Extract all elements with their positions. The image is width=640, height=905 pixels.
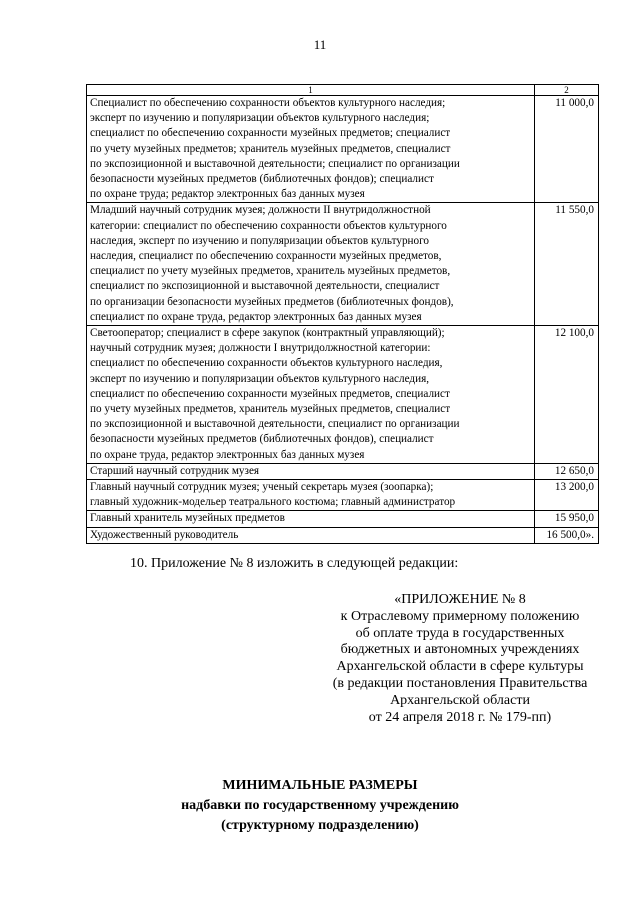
position-cell: Специалист по обеспечению сохранности объектов культурного наследия; эксперт по изучению и популяризации объектов культурного наследия; специалист по обеспечению сохранности музейных предметов; специалист по учету музейных предметов; хранитель музейных предметов, специалист по экспозиционной и выставочной деятельности; специалист по организации безопасности музейных предметов (библиотечных фондов); специалист по охране труда; редактор электронных баз данных музея xyxy=(87,96,535,203)
heading-subtitle: надбавки по государственному учреждению xyxy=(181,798,459,813)
amount-cell: 16 500,0». xyxy=(535,527,599,543)
amount-cell: 11 000,0 xyxy=(535,96,599,203)
table-row xyxy=(87,203,599,326)
item-10-text: 10. Приложение № 8 изложить в следующей редакции: xyxy=(130,556,459,571)
page-number: 11 xyxy=(313,37,327,52)
position-cell: Художественный руководитель xyxy=(87,527,535,543)
section-heading xyxy=(0,776,640,836)
appendix-line: об оплате труда в государственных xyxy=(355,625,565,641)
heading-subtitle-2: (структурному подразделению) xyxy=(221,818,419,833)
appendix-line: Архангельской области xyxy=(390,692,530,708)
salary-table xyxy=(86,84,599,544)
appendix-line: от 24 апреля 2018 г. № 179-пп) xyxy=(368,709,552,725)
position-cell: Главный хранитель музейных предметов xyxy=(87,511,535,527)
table-row xyxy=(87,511,599,527)
table-row xyxy=(87,326,599,464)
appendix-line: бюджетных и автономных учреждениях xyxy=(340,642,580,658)
position-cell: Главный научный сотрудник музея; ученый секретарь музея (зоопарка); главный художник-модельер театрального костюма; главный администратор xyxy=(87,480,535,511)
column-header-2: 2 xyxy=(535,85,599,96)
amount-cell: 12 650,0 xyxy=(535,463,599,479)
amount-cell: 15 950,0 xyxy=(535,511,599,527)
table-row xyxy=(87,96,599,203)
appendix-header xyxy=(300,592,620,726)
position-cell: Светооператор; специалист в сфере закупок (контрактный управляющий); научный сотрудник музея; должности I внутридолжностной категории: специалист по обеспечению сохранности объектов культурного наследия, эксперт по изучению и популяризации объектов культурного наследия, специалист по обеспечению сохранности музейных предметов, специалист по учету музейных предметов, хранитель музейных предметов, специалист по экспозиционной и выставочной деятельности, специалист по организации безопасности музейных предметов (библиотечных фондов), специалист по охране труда, редактор электронных баз данных музея xyxy=(87,326,535,464)
amount-cell: 12 100,0 xyxy=(535,326,599,464)
position-cell: Младший научный сотрудник музея; должности II внутридолжностной категории: специалист по обеспечению сохранности объектов культурного наследия, эксперт по изучению и популяризации объектов культурного наследия, специалист по обеспечению сохранности музейных предметов, специалист по учету музейных предметов, хранитель музейных предметов, специалист по экспозиционной и выставочной деятельности, специалист по организации безопасности музейных предметов (библиотечных фондов), специалист по охране труда, редактор электронных баз данных музея xyxy=(87,203,535,326)
table-row xyxy=(87,480,599,511)
appendix-line: (в редакции постановления Правительства xyxy=(332,675,588,691)
table-row xyxy=(87,463,599,479)
table-row xyxy=(87,527,599,543)
amount-cell: 13 200,0 xyxy=(535,480,599,511)
column-header-1: 1 xyxy=(87,85,535,96)
heading-title: МИНИМАЛЬНЫЕ РАЗМЕРЫ xyxy=(222,778,418,793)
amount-cell: 11 550,0 xyxy=(535,203,599,326)
position-cell: Старший научный сотрудник музея xyxy=(87,463,535,479)
appendix-line: к Отраслевому примерному положению xyxy=(340,608,580,624)
appendix-line: Архангельской области в сфере культуры xyxy=(336,659,584,675)
table-header-row xyxy=(87,85,599,96)
appendix-line: «ПРИЛОЖЕНИЕ № 8 xyxy=(394,592,526,607)
